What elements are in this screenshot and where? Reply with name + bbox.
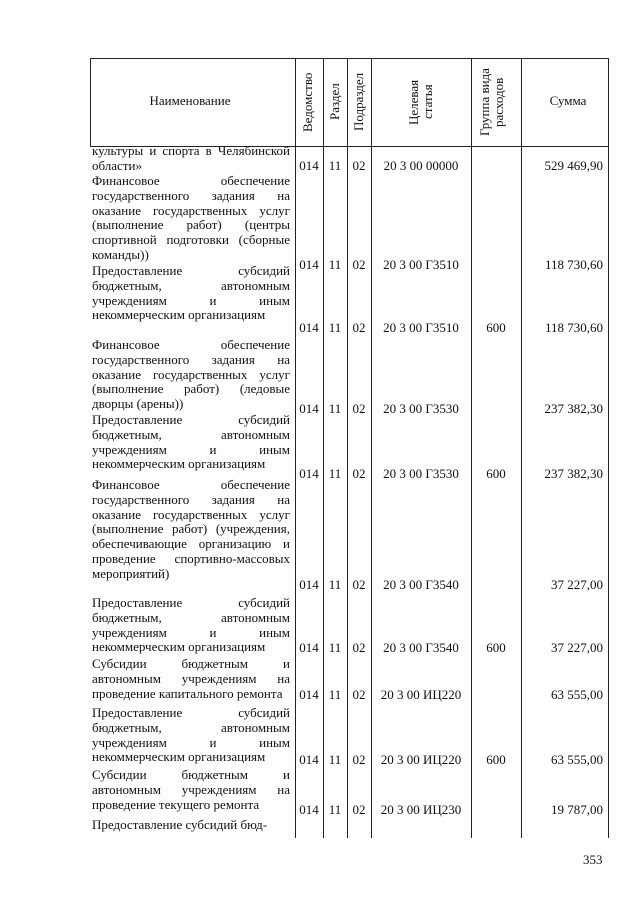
col-border-2 xyxy=(323,58,324,838)
row-ved: 014 xyxy=(299,640,319,655)
row-cs: 20 3 00 Г3540 xyxy=(383,577,459,592)
row-ved: 014 xyxy=(299,320,319,335)
row-ved: 014 xyxy=(299,158,319,173)
row-ved: 014 xyxy=(299,752,319,767)
header-gruppa: Группа вида расходов xyxy=(477,68,506,136)
row-razd: 11 xyxy=(328,466,342,481)
row-cs: 20 3 00 00000 xyxy=(383,158,459,173)
row-podr: 02 xyxy=(352,802,366,817)
row-razd: 11 xyxy=(328,640,342,655)
row-podr: 02 xyxy=(352,687,366,702)
row-sum: 529 469,90 xyxy=(544,158,603,173)
col-border-5 xyxy=(471,58,472,838)
header-name: Наименование xyxy=(149,93,231,108)
row-sum: 63 555,00 xyxy=(551,687,603,702)
row-gvr: 600 xyxy=(486,752,506,767)
row-podr: 02 xyxy=(352,752,366,767)
row-name: Предоставление субсидий бюджетным, автономным учреждениям и иным некоммерческим организациям xyxy=(92,595,290,655)
row-razd: 11 xyxy=(328,158,342,173)
row-name: Финансовое обеспечение государственного задания на оказание государственных услуг (выполнение работ) (учреждения, обеспечивающие организацию и проведение спортивно-массовых мероприятий) xyxy=(92,477,290,581)
header-celevaya: Целевая статья xyxy=(406,79,435,125)
row-name: Предоставление субсидий бюджетным, автономным учреждениям и иным некоммерческим организациям xyxy=(92,263,290,323)
budget-table xyxy=(90,58,609,838)
row-podr: 02 xyxy=(352,320,366,335)
col-border-right xyxy=(608,58,609,838)
row-name: культуры и спорта в Челябинской области» xyxy=(92,143,290,173)
row-sum: 118 730,60 xyxy=(544,320,603,335)
header-podrazdel: Подраздел xyxy=(351,72,366,132)
row-ved: 014 xyxy=(299,466,319,481)
row-sum: 237 382,30 xyxy=(544,466,603,481)
row-podr: 02 xyxy=(352,577,366,592)
row-ved: 014 xyxy=(299,257,319,272)
row-podr: 02 xyxy=(352,257,366,272)
row-sum: 118 730,60 xyxy=(544,257,603,272)
row-sum: 237 382,30 xyxy=(544,401,603,416)
row-razd: 11 xyxy=(328,401,342,416)
row-cs: 20 3 00 Г3530 xyxy=(383,466,459,481)
row-gvr: 600 xyxy=(486,320,506,335)
row-podr: 02 xyxy=(352,640,366,655)
header-vedomstvo: Ведомство xyxy=(300,72,315,132)
row-ved: 014 xyxy=(299,401,319,416)
row-cs: 20 3 00 Г3510 xyxy=(383,257,459,272)
row-sum: 37 227,00 xyxy=(551,640,603,655)
page-number: 353 xyxy=(583,852,603,867)
row-sum: 63 555,00 xyxy=(551,752,603,767)
row-name: Предоставление субсидий бюд- xyxy=(92,817,268,832)
row-podr: 02 xyxy=(352,466,366,481)
row-cs: 20 3 00 Г3530 xyxy=(383,401,459,416)
row-razd: 11 xyxy=(328,802,342,817)
row-name: Субсидии бюджетным и автономным учреждениям на проведение капитального ремонта xyxy=(92,656,290,701)
row-name: Предоставление субсидий бюджетным, автономным учреждениям и иным некоммерческим организациям xyxy=(92,705,290,765)
row-cs: 20 3 00 Г3540 xyxy=(383,640,459,655)
row-ved: 014 xyxy=(299,687,319,702)
row-cs: 20 3 00 ИЦ220 xyxy=(380,752,462,767)
row-sum: 19 787,00 xyxy=(551,802,603,817)
row-gvr: 600 xyxy=(486,640,506,655)
row-cs: 20 3 00 ИЦ230 xyxy=(380,802,462,817)
row-ved: 014 xyxy=(299,577,319,592)
row-ved: 014 xyxy=(299,802,319,817)
row-gvr: 600 xyxy=(486,466,506,481)
row-razd: 11 xyxy=(328,687,342,702)
col-border-6 xyxy=(521,58,522,838)
row-name: Финансовое обеспечение государственного задания на оказание государственных услуг (выполнение работ) (ледовые дворцы (арены)) xyxy=(92,337,290,412)
row-razd: 11 xyxy=(328,577,342,592)
table-top-border xyxy=(90,58,609,59)
col-border-1 xyxy=(295,58,296,838)
row-cs: 20 3 00 Г3510 xyxy=(383,320,459,335)
row-sum: 37 227,00 xyxy=(551,577,603,592)
header-summa: Сумма xyxy=(549,93,587,108)
row-name: Финансовое обеспечение государственного задания на оказание государственных услуг (выполнение работ) (центры спортивной подготовки (сборные команды)) xyxy=(92,173,290,262)
row-razd: 11 xyxy=(328,752,342,767)
row-podr: 02 xyxy=(352,401,366,416)
row-name: Предоставление субсидий бюджетным, автономным учреждениям и иным некоммерческим организациям xyxy=(92,412,290,472)
row-podr: 02 xyxy=(352,158,366,173)
row-razd: 11 xyxy=(328,257,342,272)
row-razd: 11 xyxy=(328,320,342,335)
header-razdel: Раздел xyxy=(327,83,342,121)
col-border-3 xyxy=(347,58,348,838)
row-name: Субсидии бюджетным и автономным учреждениям на проведение текущего ремонта xyxy=(92,767,290,812)
col-border-4 xyxy=(371,58,372,838)
row-cs: 20 3 00 ИЦ220 xyxy=(380,687,462,702)
